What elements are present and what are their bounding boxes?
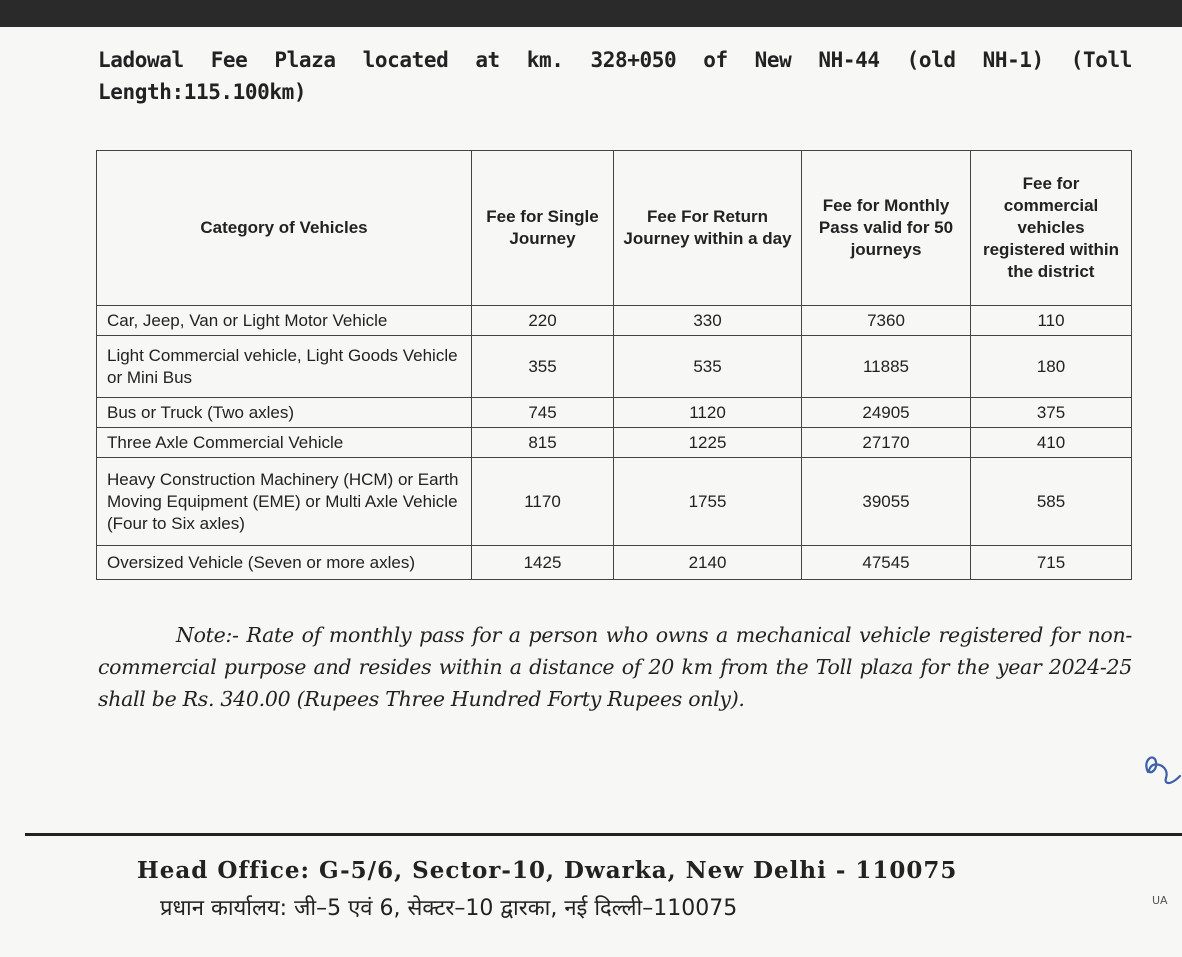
signature-mark (1140, 742, 1182, 802)
plaza-heading: Ladowal Fee Plaza located at km. 328+050 of New NH-44 (old NH-1) (Toll Length:115.100km) (98, 48, 1132, 104)
vehicle-category: Car, Jeep, Van or Light Motor Vehicle (97, 306, 472, 336)
single-fee: 355 (472, 336, 614, 398)
toll-fee-table (96, 150, 1132, 580)
vehicle-category: Light Commercial vehicle, Light Goods Vehicle or Mini Bus (97, 336, 472, 398)
cropped-edge-text: UA (1152, 894, 1168, 907)
top-dark-bar (0, 0, 1182, 27)
table-row (97, 336, 1132, 398)
monthly-fee: 39055 (802, 458, 971, 546)
return-fee: 1755 (614, 458, 802, 546)
footer-divider (25, 833, 1182, 836)
header-monthly-pass: Fee for Monthly Pass valid for 50 journeys (802, 151, 971, 306)
vehicle-category: Three Axle Commercial Vehicle (97, 428, 472, 458)
return-fee: 2140 (614, 546, 802, 580)
table-row (97, 306, 1132, 336)
return-fee: 1225 (614, 428, 802, 458)
vehicle-category: Heavy Construction Machinery (HCM) or Earth Moving Equipment (EME) or Multi Axle Vehicle (Four to Six axles) (97, 458, 472, 546)
district-fee: 715 (971, 546, 1132, 580)
header-category: Category of Vehicles (97, 151, 472, 306)
head-office-address-english: Head Office: G-5/6, Sector-10, Dwarka, New Delhi - 110075 (137, 857, 958, 884)
monthly-fee: 24905 (802, 398, 971, 428)
return-fee: 330 (614, 306, 802, 336)
district-fee: 410 (971, 428, 1132, 458)
head-office-address-hindi: प्रधान कार्यालय: जी–5 एवं 6, सेक्टर–10 द्वारका, नई दिल्ली–110075 (160, 896, 738, 921)
single-fee: 1170 (472, 458, 614, 546)
district-fee: 585 (971, 458, 1132, 546)
monthly-fee: 7360 (802, 306, 971, 336)
header-district-commercial: Fee for commercial vehicles registered within the district (971, 151, 1132, 306)
monthly-fee: 47545 (802, 546, 971, 580)
table-row (97, 428, 1132, 458)
monthly-fee: 27170 (802, 428, 971, 458)
table-header-row (97, 151, 1132, 306)
single-fee: 745 (472, 398, 614, 428)
table-row (97, 458, 1132, 546)
district-fee: 110 (971, 306, 1132, 336)
single-fee: 1425 (472, 546, 614, 580)
table-row (97, 546, 1132, 580)
district-fee: 180 (971, 336, 1132, 398)
monthly-fee: 11885 (802, 336, 971, 398)
district-fee: 375 (971, 398, 1132, 428)
vehicle-category: Oversized Vehicle (Seven or more axles) (97, 546, 472, 580)
header-return-journey: Fee For Return Journey within a day (614, 151, 802, 306)
return-fee: 1120 (614, 398, 802, 428)
monthly-pass-note: Note:- Rate of monthly pass for a person who owns a mechanical vehicle registered for non-commercial purpose and resides within a distance of 20 km from the Toll plaza for the year 2024-25 shall be Rs. 340.00 (Rupees Three Hundred Forty Rupees only). (98, 623, 1132, 711)
single-fee: 220 (472, 306, 614, 336)
vehicle-category: Bus or Truck (Two axles) (97, 398, 472, 428)
table-row (97, 398, 1132, 428)
return-fee: 535 (614, 336, 802, 398)
header-single-journey: Fee for Single Journey (472, 151, 614, 306)
single-fee: 815 (472, 428, 614, 458)
